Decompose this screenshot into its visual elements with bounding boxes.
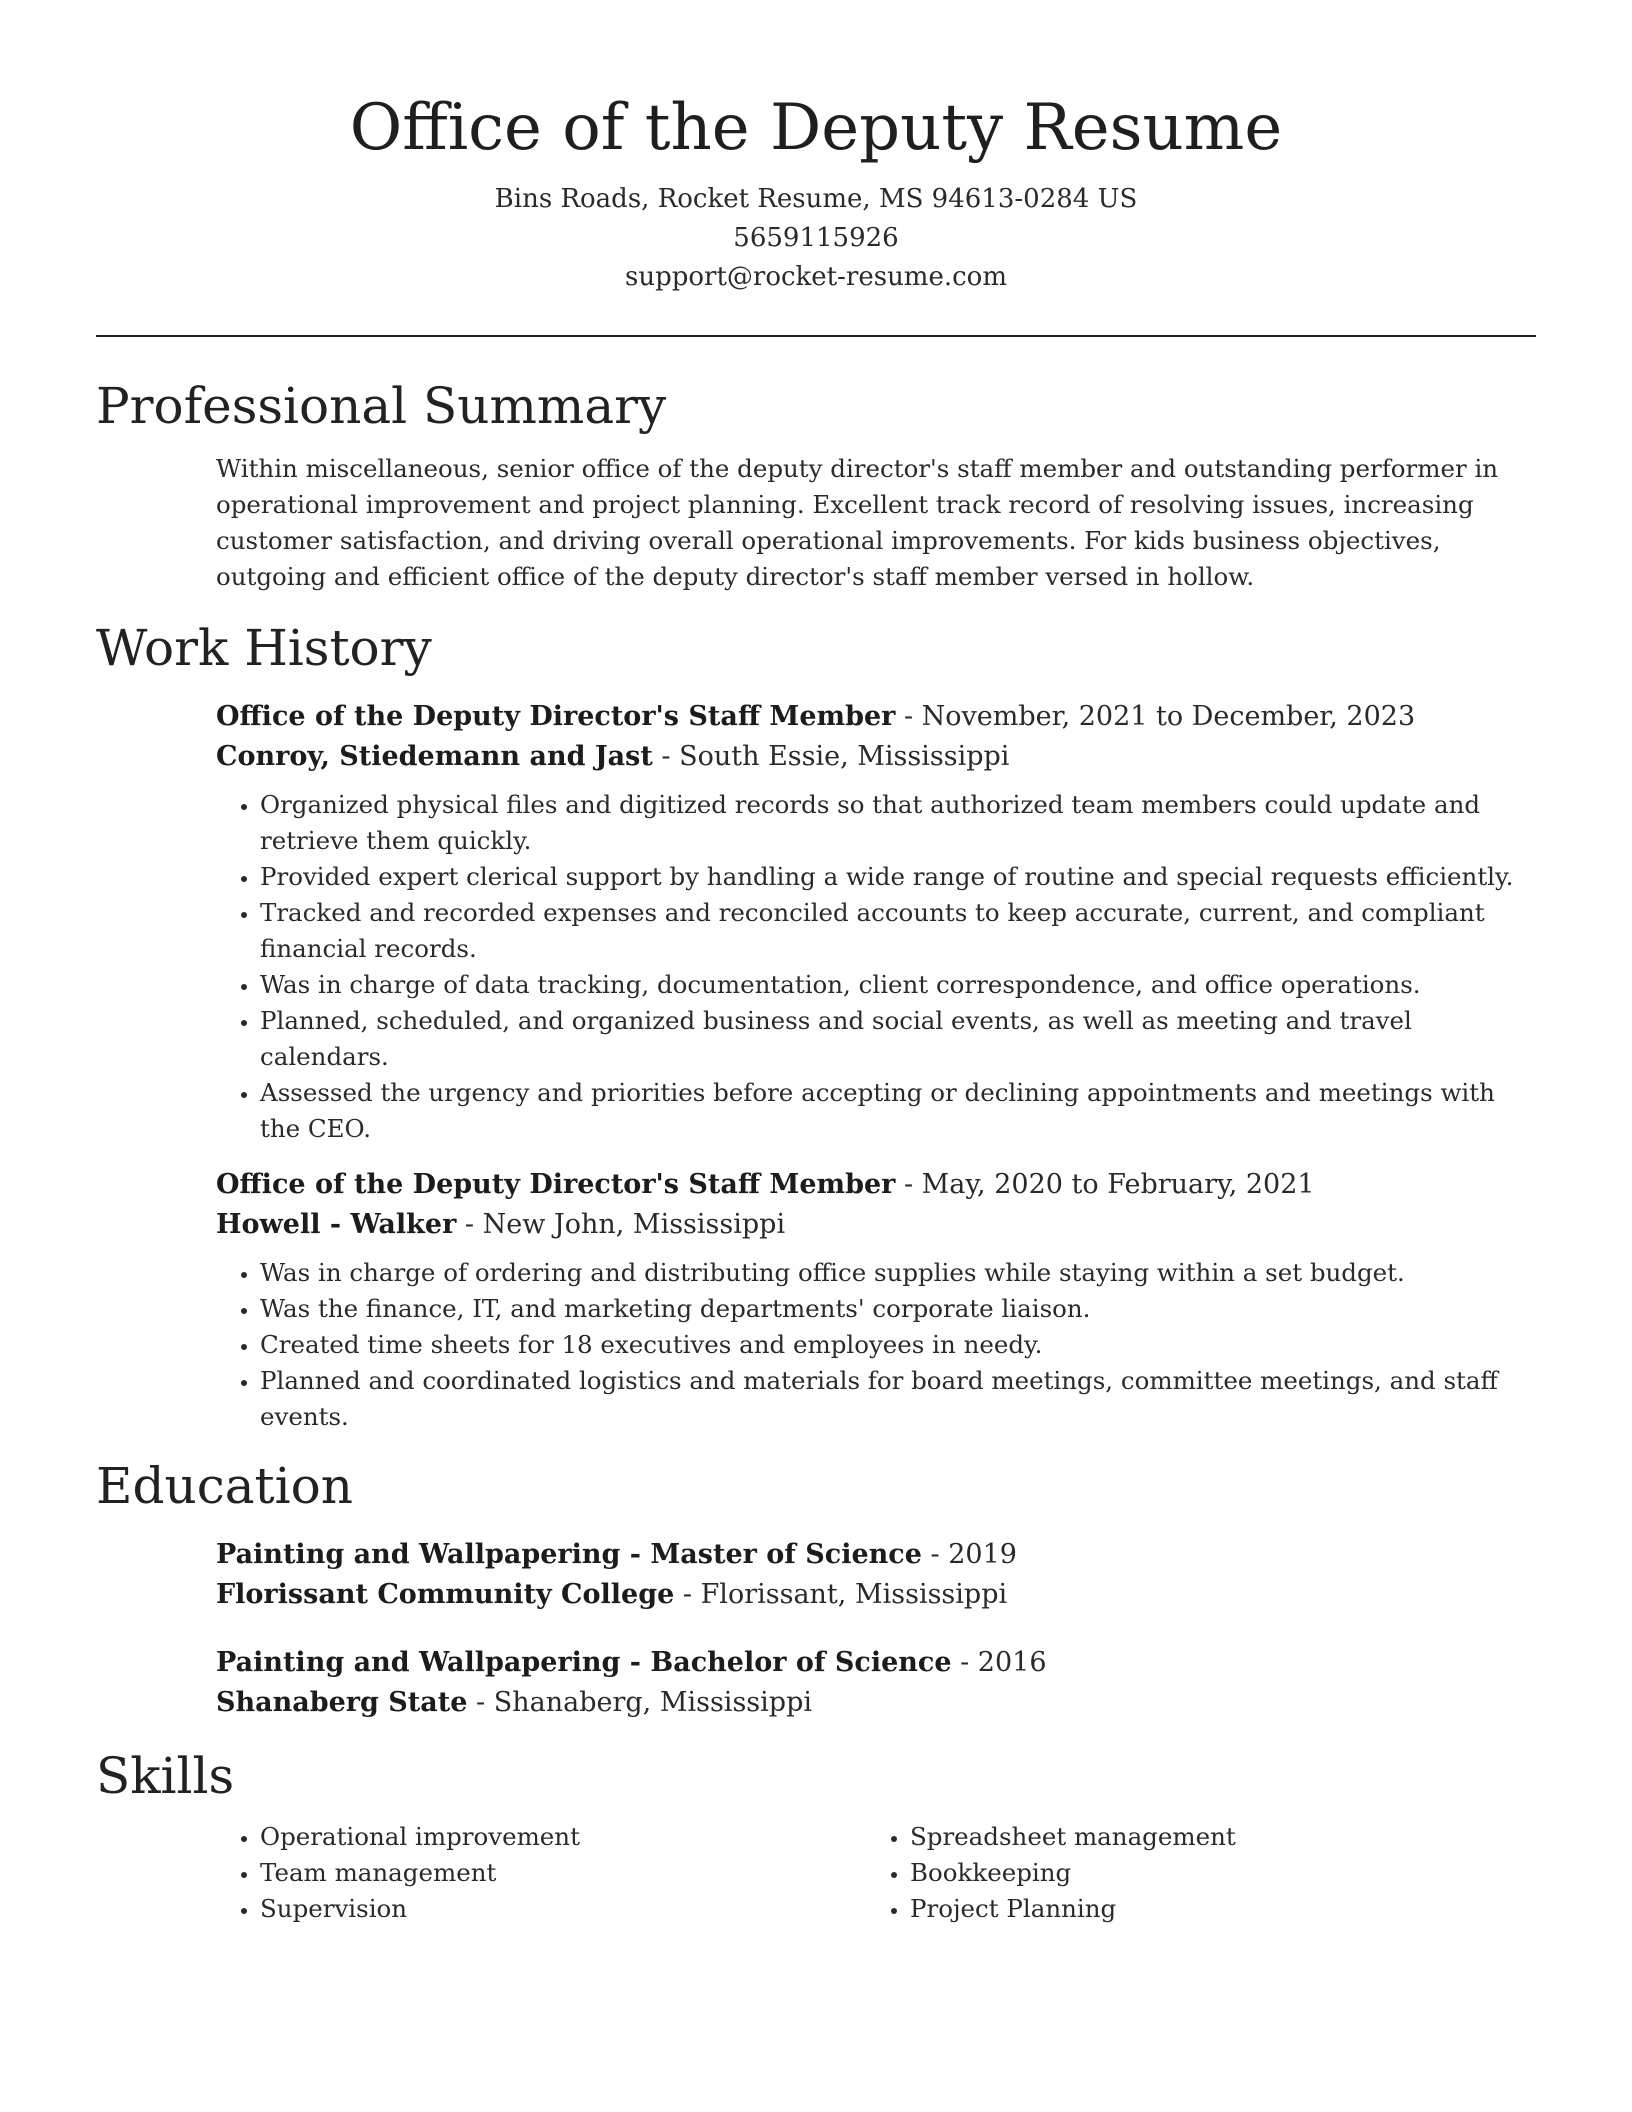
work-history-heading: Work History: [96, 619, 432, 677]
degree-name: Painting and Wallpapering - Bachelor of Science: [216, 1647, 952, 1678]
skill-item: • Spreadsheet management: [910, 1819, 1516, 1855]
job-title-line: [216, 697, 1536, 737]
education-list: [216, 1535, 1536, 1723]
resume-header: [96, 0, 1536, 297]
duty-item: • Assessed the urgency and priorities before accepting or declining appointments and meetings with the CEO.: [260, 1075, 1536, 1147]
duty-item: • Created time sheets for 18 executives and employees in needy.: [260, 1327, 1536, 1363]
contact-address: Bins Roads, Rocket Resume, MS 94613-0284 US: [494, 184, 1138, 214]
resume-page: [96, 0, 1536, 1927]
summary-heading: Professional Summary: [96, 377, 667, 435]
degree-year: - 2016: [951, 1647, 1047, 1678]
degree-line: [216, 1535, 1536, 1575]
job-company-line: [216, 737, 1536, 777]
duty-item: • Planned, scheduled, and organized business and social events, as well as meeting and travel calendars.: [260, 1003, 1536, 1075]
school-line: [216, 1683, 1536, 1723]
job-position: Office of the Deputy Director's Staff Member: [216, 701, 896, 732]
degree-name: Painting and Wallpapering - Master of Science: [216, 1539, 922, 1570]
skill-item: • Bookkeeping: [910, 1855, 1516, 1891]
school-name: Shanaberg State: [216, 1687, 468, 1718]
duty-item: • Organized physical files and digitized records so that authorized team members could update and retrieve them quickly.: [260, 787, 1536, 859]
job-entry: [216, 697, 1536, 1147]
duty-item: • Provided expert clerical support by handling a wide range of routine and special requests efficiently.: [260, 859, 1536, 895]
contact-phone: 5659115926: [733, 223, 899, 253]
job-location: - New John, Mississippi: [456, 1209, 786, 1240]
education-entry: [216, 1643, 1536, 1723]
education-entry: [216, 1535, 1536, 1615]
skill-item: • Project Planning: [910, 1891, 1516, 1927]
skill-item: • Team management: [260, 1855, 866, 1891]
duty-item: • Was in charge of ordering and distributing office supplies while staying within a set budget.: [260, 1255, 1536, 1291]
job-location: - South Essie, Mississippi: [652, 741, 1010, 772]
work-history-list: [216, 697, 1536, 1435]
summary-text: Within miscellaneous, senior office of the deputy director's staff member and outstanding performer in operational improvement and project planning. Excellent track record of resolving issues, increasing customer satisfaction, and driving overall operational improvements. For kids business objectives, outgoing and efficient office of the deputy director's staff member versed in hollow.: [216, 454, 1499, 591]
skills-heading: Skills: [96, 1747, 235, 1805]
skills-grid: [216, 1819, 1536, 1927]
school-name: Florissant Community College: [216, 1579, 675, 1610]
job-duties: [216, 787, 1536, 1147]
contact-block: [96, 180, 1536, 297]
job-duties: [216, 1255, 1536, 1435]
header-divider: [96, 335, 1536, 337]
school-location: - Shanaberg, Mississippi: [467, 1687, 812, 1718]
contact-email: support@rocket-resume.com: [624, 262, 1007, 292]
skill-item: • Operational improvement: [260, 1819, 866, 1855]
duty-item: • Was the finance, IT, and marketing departments' corporate liaison.: [260, 1291, 1536, 1327]
skills-list: [866, 1819, 1516, 1927]
job-position: Office of the Deputy Director's Staff Member: [216, 1169, 896, 1200]
job-title-line: [216, 1165, 1536, 1205]
skill-item: • Supervision: [260, 1891, 866, 1927]
job-entry: [216, 1165, 1536, 1435]
skills-column-right: [866, 1819, 1516, 1927]
job-company-line: [216, 1205, 1536, 1245]
resume-title: Office of the Deputy Resume: [349, 91, 1283, 165]
skills-column-left: [216, 1819, 866, 1927]
school-location: - Florissant, Mississippi: [674, 1579, 1008, 1610]
job-dates: - November, 2021 to December, 2023: [895, 701, 1416, 732]
duty-item: • Planned and coordinated logistics and materials for board meetings, committee meetings, and staff events.: [260, 1363, 1536, 1435]
education-heading: Education: [96, 1457, 353, 1515]
degree-year: - 2019: [921, 1539, 1017, 1570]
degree-line: [216, 1643, 1536, 1683]
duty-item: • Was in charge of data tracking, documentation, client correspondence, and office operations.: [260, 967, 1536, 1003]
job-company: Conroy, Stiedemann and Jast: [216, 741, 653, 772]
job-dates: - May, 2020 to February, 2021: [895, 1169, 1315, 1200]
skills-list: [216, 1819, 866, 1927]
duty-item: • Tracked and recorded expenses and reconciled accounts to keep accurate, current, and compliant financial records.: [260, 895, 1536, 967]
school-line: [216, 1575, 1536, 1615]
job-company: Howell - Walker: [216, 1209, 457, 1240]
